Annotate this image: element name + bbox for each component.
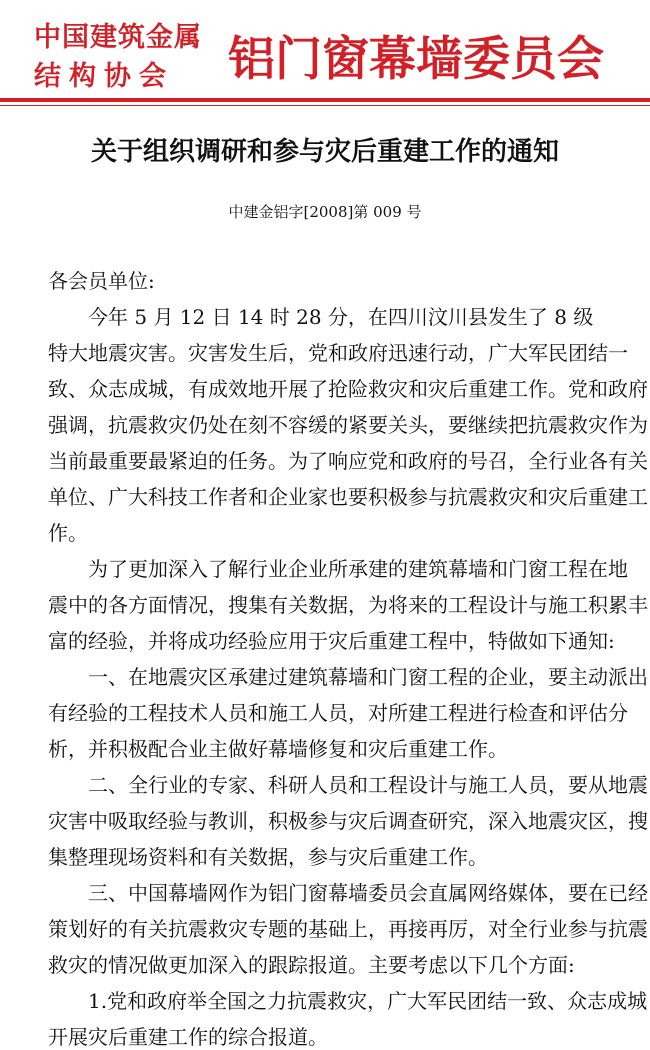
body-line: 当前最重要最紧迫的任务。为了响应党和政府的号召，全行业各有关	[48, 449, 648, 473]
body-line: 作。	[48, 521, 88, 545]
letterhead-org-line2: 结构协会	[34, 61, 174, 92]
letterhead-rule-thick	[0, 98, 650, 102]
letterhead-rule-thin	[0, 105, 650, 106]
document-title: 关于组织调研和参与灾后重建工作的通知	[90, 137, 559, 167]
body-line: 单位、广大科技工作者和企业家也要积极参与抗震救灾和灾后重建工	[48, 485, 648, 509]
body-line: 三、中国幕墙网作为铝门窗幕墙委员会直属网络媒体，要在已经	[48, 881, 648, 905]
letterhead-org-line1: 中国建筑金属	[34, 22, 202, 53]
body-line: 为了更加深入了解行业企业所承建的建筑幕墙和门窗工程在地	[48, 557, 628, 581]
document-number: 中建金铝字[2008]第 009 号	[228, 203, 422, 221]
body-line: 致、众志成城，有成效地开展了抢险救灾和灾后重建工作。党和政府	[48, 377, 648, 401]
body-line: 1.党和政府举全国之力抗震救灾，广大军民团结一致、众志成城	[48, 989, 648, 1013]
body-line: 今年 5 月 12 日 14 时 28 分，在四川汶川县发生了 8 级	[48, 305, 594, 329]
body-line: 析，并积极配合业主做好幕墙修复和灾后重建工作。	[48, 737, 508, 761]
body-line: 一、在地震灾区承建过建筑幕墙和门窗工程的企业，要主动派出	[48, 665, 648, 689]
body-line: 强调，抗震救灾仍处在刻不容缓的紧要关头，要继续把抗震救灾作为	[48, 413, 648, 437]
body-line: 富的经验，并将成功经验应用于灾后重建工程中，特做如下通知:	[48, 629, 615, 653]
body-line: 震中的各方面情况，搜集有关数据，为将来的工程设计与施工积累丰	[48, 593, 648, 617]
letterhead-committee-name: 铝门窗幕墙委员会	[228, 32, 604, 87]
body-line: 特大地震灾害。灾害发生后，党和政府迅速行动，广大军民团结一	[48, 341, 628, 365]
body-line: 二、全行业的专家、科研人员和工程设计与施工人员，要从地震	[48, 773, 648, 797]
body-line: 开展灾后重建工作的综合报道。	[48, 1025, 328, 1049]
body-line: 策划好的有关抗震救灾专题的基础上，再接再厉，对全行业参与抗震	[48, 917, 648, 941]
body-line: 有经验的工程技术人员和施工人员，对所建工程进行检查和评估分	[48, 701, 628, 725]
body-line: 救灾的情况做更加深入的跟踪报道。主要考虑以下几个方面:	[48, 953, 575, 977]
body-line: 灾害中吸取经验与教训，积极参与灾后调查研究，深入地震灾区，搜	[48, 809, 648, 833]
body-line: 各会员单位:	[48, 269, 155, 293]
body-line: 集整理现场资料和有关数据，参与灾后重建工作。	[48, 845, 488, 869]
